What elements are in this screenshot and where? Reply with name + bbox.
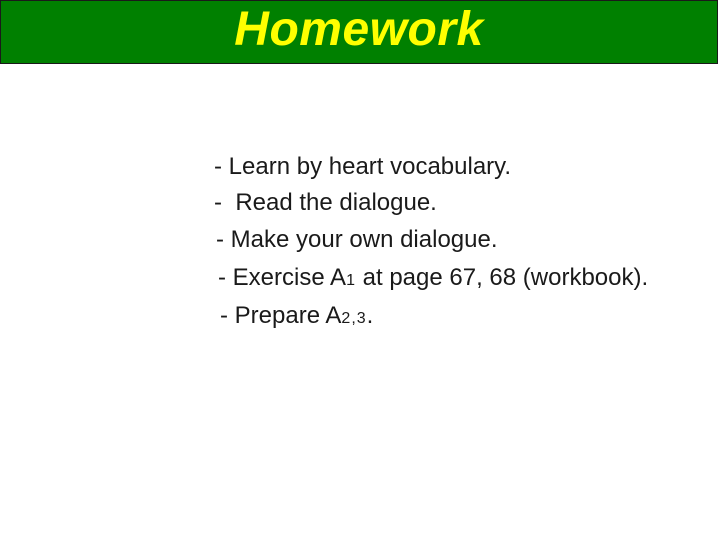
- list-item-subscript: 2,3: [341, 310, 367, 327]
- list-item-text: - Make your own dialogue.: [216, 226, 498, 253]
- list-item-text: - Read the dialogue.: [214, 189, 437, 216]
- list-item-suffix: at page 67, 68 (workbook).: [355, 264, 649, 291]
- slide-title: Homework: [234, 3, 484, 56]
- list-item-prefix: - Prepare A: [220, 302, 342, 329]
- list-item-text: - Learn by heart vocabulary.: [214, 153, 512, 180]
- list-item-prefix: - Exercise A: [218, 264, 347, 291]
- list-item-subscript: 1: [346, 272, 356, 289]
- list-item: [180, 280, 373, 352]
- list-item-suffix: .: [366, 302, 374, 329]
